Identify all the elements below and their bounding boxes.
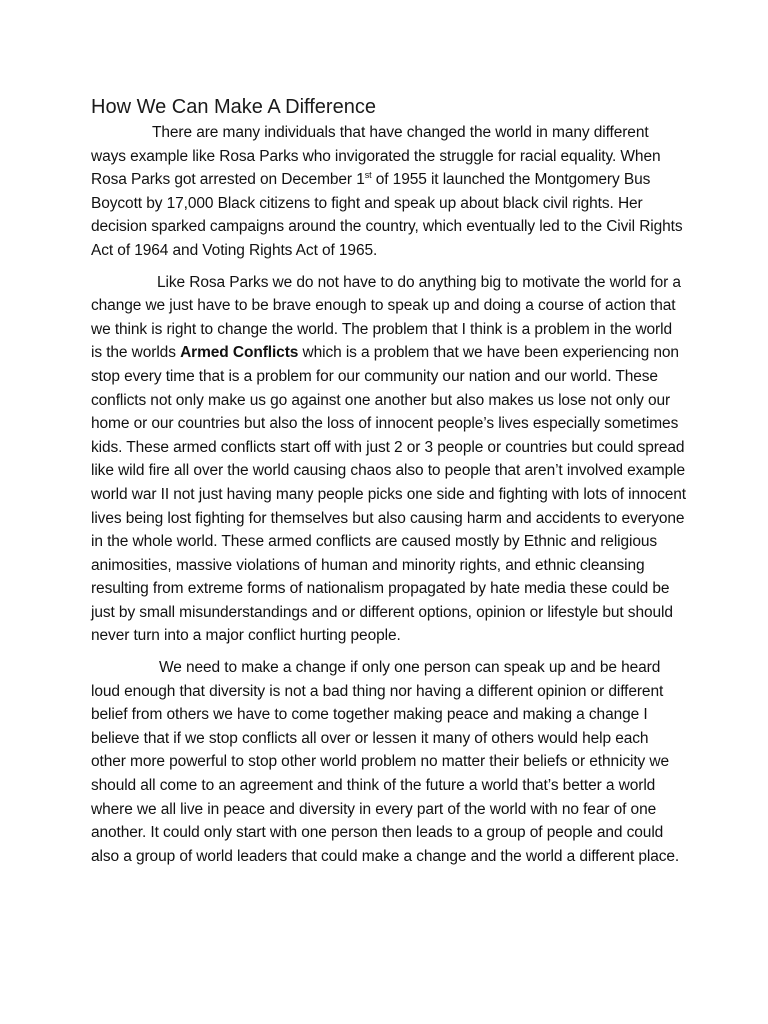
superscript-text: st [364, 170, 372, 181]
paragraph-2 [91, 271, 686, 649]
document-title: How We Can Make A Difference [91, 96, 376, 118]
text-segment: of 1955 it launched the Montgomery Bus Boycott by 17,000 Black citizens to fight and speak up about black civil rights. Her decision sparked campaigns around the country, which eventually led to the Civil Rights Act of 1964 and Voting Rights Act of 1965. [91, 171, 683, 259]
paragraph-1 [91, 121, 686, 263]
bold-text: Armed Conflicts [180, 344, 299, 362]
paragraph-3 [91, 656, 686, 868]
text-segment: We need to make a change if only one person can speak up and be heard loud enough that diversity is not a bad thing nor having a different opinion or different belief from others we have to come together making peace and making a change I believe that if we stop conflicts all over or lessen it many of others would help each other more powerful to stop other world problem no matter their beliefs or ethnicity we should all come to an agreement and think of the future a world that’s better a world where we all live in peace and diversity in every part of the world with no fear of one another. It could only start with one person then leads to a group of people and could also a group of world leaders that could make a change and the world a different place. [91, 659, 680, 865]
document-body [91, 95, 686, 876]
text-segment: Like Rosa Parks we do not have to do anything big to motivate the world for a change we just have to be brave enough to speak up and doing a course of action that we think is right to change the world. The problem that I think is a problem in the world is the worlds [91, 273, 681, 362]
text-segment: There are many individuals that have changed the world in many different ways example like Rosa Parks who invigorated the struggle for racial equality. When Rosa Parks got arrested on December 1 [91, 124, 661, 189]
text-segment: which is a problem that we have been experiencing non stop every time that is a problem for our community our nation and our world. These conflicts not only make us go against one another but also makes us lose not only our home or our countries but also the loss of innocent people’s lives especially sometimes kids. These armed conflicts start off with just 2 or 3 people or countries but could spread like wild fire all over the world causing chaos also to people that aren’t involved example world war II not just having many people picks one side and fighting with lots of innocent lives being lost fighting for themselves but also causing harm and accidents to everyone in the whole world. These armed conflicts are caused mostly by Ethnic and religious animosities, massive violations of human and minority rights, and ethnic cleansing resulting from extreme forms of nationalism propagated by hate media these could be just by small misunderstandings and or different options, opinion or lifestyle but should never turn into a major conflict hurting people. [91, 344, 686, 645]
